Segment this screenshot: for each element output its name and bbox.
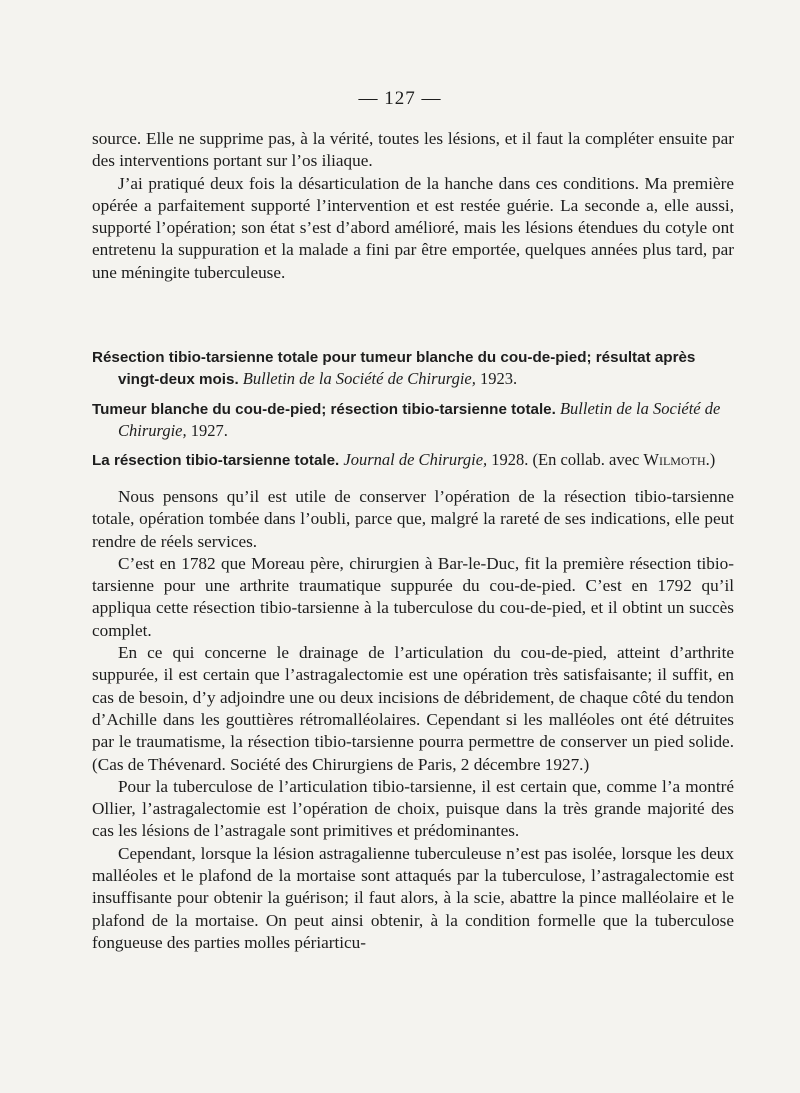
paragraph: C’est en 1782 que Moreau père, chirurgien à Bar-le-Duc, fit la première résection tibio-tarsienne pour une arthrite traumatique suppurée du cou-de-pied. C’est en 1792 qu’il appliqua cette résection tibio-tarsienne à la tuberculose du cou-de-pied, et il obtint un succès complet. (92, 553, 734, 640)
paragraph: J’ai pratiqué deux fois la désarticulation de la hanche dans ces conditions. Ma première opérée a parfaitement supporté l’intervention et est restée guérie. La seconde a, elle aussi, supporté l’opération; son état s’est d’abord amélioré, mais les lésions étendues du cotyle ont entretenu la suppuration et la malade a fini par être emportée, quelques années plus tard, par une méningite tuberculeuse. (92, 173, 734, 282)
paragraph: En ce qui concerne le drainage de l’articulation du cou-de-pied, atteint d’arthrite suppurée, il est certain que l’astragalectomie est une opération très satisfaisante; il suffit, en cas de besoin, d’y adjoindre une ou deux incisions de débridement, de chaque côté du tendon d’Achille dans les gouttières rétromalléolaires. Cependant si les malléoles ont été détruites par le traumatisme, la résection tibio-tarsienne pourra permettre de conserver un pied solide. (Cas de Thévenard. Société des Chirurgiens de Paris, 2 décembre 1927.) (92, 643, 734, 774)
paragraph: Pour la tuberculose de l’articulation tibio-tarsienne, il est certain que, comme l’a montré Ollier, l’astragalectomie est l’opération de choix, puisque dans la très grande majorité des cas les lésions de l’astragale sont primitives et prédominantes. (92, 776, 734, 841)
reference-year: 1923. (475, 369, 518, 388)
reference-title: Résection tibio-tarsienne totale pour tumeur blanche du cou-de-pied; résultat après vingt-deux mois. (92, 349, 696, 388)
reference-entry (92, 346, 734, 390)
reference-entry (92, 449, 734, 471)
reference-title: La résection tibio-tarsienne totale. (92, 452, 340, 469)
reference-collab-name: Wilmoth (643, 450, 706, 469)
reference-source: Journal de Chirurgie, (343, 450, 488, 469)
reference-list (92, 346, 734, 479)
reference-title: Tumeur blanche du cou-de-pied; résection tibio-tarsienne totale. (92, 401, 556, 418)
paragraph: Nous pensons qu’il est utile de conserver l’opération de la résection tibio-tarsienne totale, opération tombée dans l’oubli, parce que, malgré la rareté de ses indications, elle peut rendre de réels services. (92, 487, 734, 551)
reference-year: 1927. (186, 421, 228, 440)
paragraph: Cependant, lorsque la lésion astragalienne tuberculeuse n’est pas isolée, lorsque les deux malléoles et le plafond de la mortaise sont attaqués par la tuberculose, l’astragalectomie est insuffisante pour obtenir la guérison; il faut alors, à la scie, abattre la pince malléolaire et le plafond de la mortaise. On peut ainsi obtenir, à la condition formelle que la tuberculose fongueuse des parties molles périarticu- (92, 843, 734, 952)
reference-collab: (En collab. avec (528, 450, 644, 469)
page-number: — 127 — (358, 88, 442, 109)
reference-collab-end: .) (705, 450, 716, 469)
reference-source: Bulletin de la Société de Chirurgie, (242, 369, 476, 388)
body-text (92, 486, 734, 954)
paragraph: source. Elle ne supprime pas, à la vérité, toutes les lésions, et il faut la compléter ensuite par des interventions portant sur l’os iliaque. (92, 129, 734, 171)
intro-text (92, 128, 734, 284)
reference-entry (92, 398, 734, 441)
reference-source: Bulletin de la Société de Chirurgie, (118, 399, 721, 440)
reference-year: 1928. (487, 450, 529, 469)
